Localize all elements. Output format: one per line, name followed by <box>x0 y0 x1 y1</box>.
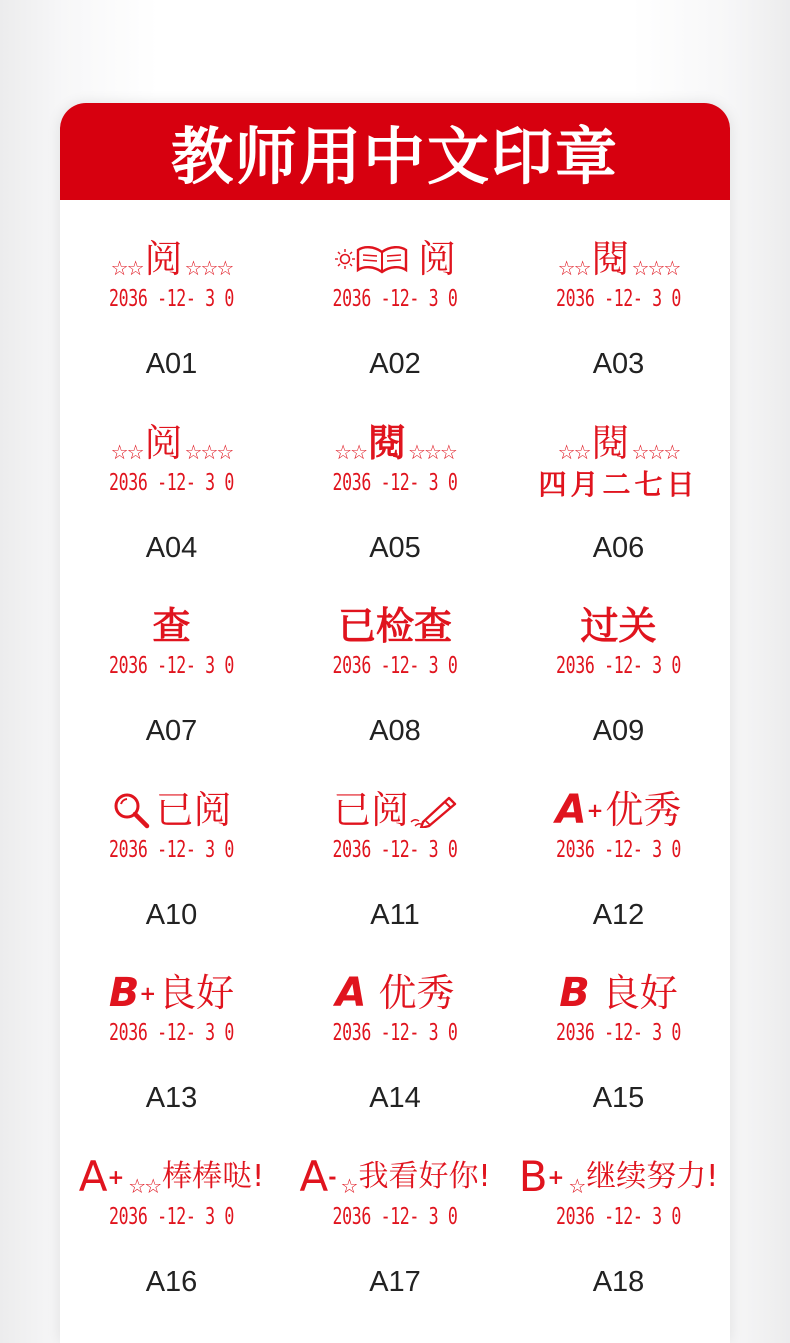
stamp-code: A12 <box>592 898 645 931</box>
stamp-impression <box>60 418 283 504</box>
pencil-icon <box>409 792 457 828</box>
stamp-impression <box>507 418 730 504</box>
stamp-text: 閱 <box>591 237 630 281</box>
stamp-option-a18[interactable] <box>507 1118 730 1302</box>
stamp-grade: A <box>299 1151 329 1201</box>
stamp-code: A06 <box>592 531 645 564</box>
stamp-text: 良好 <box>601 971 678 1015</box>
stamp-date: 2036 -12- 3 0 <box>109 286 234 312</box>
stamp-code: A08 <box>369 715 421 747</box>
stamp-text: 已阅 <box>332 787 409 832</box>
stamp-impression <box>60 601 283 687</box>
stamp-grid <box>60 200 730 1301</box>
stamp-code: A14 <box>369 1082 421 1114</box>
stamp-date: 四月二七日 <box>538 467 699 501</box>
stamp-option-a13[interactable] <box>60 934 283 1118</box>
stamp-date: 2036 -12- 3 0 <box>556 836 681 863</box>
stamp-option-a10[interactable] <box>60 751 283 935</box>
stamp-code: A13 <box>145 1082 198 1114</box>
magnifier-icon <box>111 790 151 830</box>
stamp-text: 过关 <box>580 603 657 648</box>
stamp-impression <box>283 1152 507 1238</box>
stamp-date: 2036 -12- 3 0 <box>556 1203 681 1230</box>
stamp-impression <box>283 234 507 320</box>
stamp-code: A15 <box>592 1082 645 1114</box>
stars-icon: ☆☆☆ <box>184 256 233 280</box>
stars-icon: ☆☆☆ <box>184 439 233 464</box>
stamp-code: A17 <box>369 1265 421 1298</box>
stamp-impression <box>283 601 507 687</box>
stamp-impression <box>507 1152 730 1238</box>
stamp-text: 继续努力! <box>586 1158 719 1194</box>
stamp-code: A07 <box>145 715 198 747</box>
stars-icon: ☆☆ <box>128 1173 161 1198</box>
stamp-option-a06[interactable] <box>507 384 730 568</box>
stamp-option-a05[interactable] <box>283 384 507 568</box>
stamp-text: 棒棒哒! <box>162 1158 265 1194</box>
stamp-code: A16 <box>145 1265 198 1298</box>
stamp-code: A10 <box>145 898 198 931</box>
stamp-option-a16[interactable] <box>60 1118 283 1302</box>
stamp-date: 2036 -12- 3 0 <box>332 653 458 679</box>
stamp-date: 2036 -12- 3 0 <box>332 286 458 312</box>
stamp-date: 2036 -12- 3 0 <box>332 836 458 863</box>
stamp-grade: A <box>78 1151 108 1201</box>
stamp-text: 查 <box>152 603 191 648</box>
stamp-impression <box>60 1152 283 1238</box>
stamp-text: 閱 <box>368 419 407 465</box>
stamp-grade: A <box>335 970 367 1016</box>
stars-icon: ☆ <box>340 1173 357 1198</box>
stamp-impression <box>60 234 283 320</box>
stamp-option-a15[interactable] <box>507 934 730 1118</box>
stamp-text: 已阅 <box>155 787 232 832</box>
stars-icon: ☆☆ <box>110 256 143 280</box>
stamp-option-a12[interactable] <box>507 751 730 935</box>
stamp-grade: B <box>518 1151 548 1201</box>
stamp-text: 优秀 <box>605 787 682 832</box>
stamp-impression <box>283 785 507 871</box>
stamp-code: A01 <box>145 348 198 380</box>
stamp-grade: B <box>108 970 140 1016</box>
stamp-code: A09 <box>592 715 645 747</box>
stars-icon: ☆☆ <box>557 256 590 280</box>
stamp-option-a03[interactable] <box>507 200 730 384</box>
stamp-impression <box>507 785 730 871</box>
stamp-option-a11[interactable] <box>283 751 507 935</box>
stars-icon: ☆ <box>568 1173 585 1198</box>
stamp-option-a08[interactable] <box>283 567 507 751</box>
stamp-text: 良好 <box>158 971 235 1015</box>
stamp-date: 2036 -12- 3 0 <box>109 836 234 863</box>
stamp-code: A03 <box>592 348 645 380</box>
stamp-date: 2036 -12- 3 0 <box>332 1203 458 1230</box>
stamp-impression <box>507 968 730 1054</box>
stars-icon: ☆☆☆ <box>408 439 456 464</box>
stamp-impression <box>507 234 730 320</box>
stars-icon: ☆☆☆ <box>631 256 680 280</box>
stamp-grade: A <box>555 786 587 833</box>
stamp-option-a17[interactable] <box>283 1118 507 1302</box>
stamp-date: 2036 -12- 3 0 <box>109 469 234 496</box>
stamp-text: 阅 <box>144 420 183 465</box>
sun-icon <box>334 248 356 270</box>
stamp-text: 閱 <box>591 420 630 465</box>
stamp-impression <box>283 968 507 1054</box>
stars-icon: ☆☆☆ <box>631 439 680 464</box>
stamp-option-a07[interactable] <box>60 567 283 751</box>
stars-icon: ☆☆ <box>110 439 143 464</box>
stamp-impression <box>507 601 730 687</box>
stamp-date: 2036 -12- 3 0 <box>109 653 234 679</box>
stamp-date: 2036 -12- 3 0 <box>556 1020 681 1046</box>
stamp-grade-mark: - <box>328 1164 337 1189</box>
open-book-icon <box>356 244 408 274</box>
stamp-code: A11 <box>370 898 420 931</box>
stamp-date: 2036 -12- 3 0 <box>332 1020 458 1046</box>
stamp-impression <box>283 418 507 504</box>
stamp-grade: B <box>559 970 590 1016</box>
stamp-text: 我看好你! <box>358 1158 491 1194</box>
stamp-impression <box>60 785 283 871</box>
stamp-date: 2036 -12- 3 0 <box>109 1020 234 1046</box>
stamp-option-a14[interactable] <box>283 934 507 1118</box>
stamp-code: A18 <box>592 1265 645 1298</box>
stamp-grade-mark: + <box>586 797 604 822</box>
stamp-date: 2036 -12- 3 0 <box>109 1203 234 1230</box>
stamp-date: 2036 -12- 3 0 <box>556 653 681 679</box>
stamp-grade-mark: + <box>547 1164 565 1189</box>
stamp-option-a04[interactable] <box>60 384 283 568</box>
stamp-text: 阅 <box>417 237 456 281</box>
stamp-code: A02 <box>369 348 421 380</box>
product-card <box>60 103 730 1343</box>
page-title: 教师用中文印章 <box>60 103 730 200</box>
stamp-grade-mark: + <box>139 981 157 1005</box>
stamp-impression <box>60 968 283 1054</box>
stars-icon: ☆☆ <box>557 439 590 464</box>
stamp-text: 已检查 <box>337 603 452 648</box>
stamp-text: 优秀 <box>378 971 455 1015</box>
stamp-date: 2036 -12- 3 0 <box>556 286 681 312</box>
stars-icon: ☆☆ <box>334 439 367 464</box>
stamp-text: 阅 <box>144 237 183 281</box>
stamp-date: 2036 -12- 3 0 <box>332 469 458 496</box>
stamp-grade-mark: + <box>107 1164 125 1189</box>
stamp-option-a01[interactable] <box>60 200 283 384</box>
stamp-option-a09[interactable] <box>507 567 730 751</box>
stamp-code: A05 <box>369 531 421 564</box>
stamp-option-a02[interactable] <box>283 200 507 384</box>
stamp-code: A04 <box>145 531 198 564</box>
